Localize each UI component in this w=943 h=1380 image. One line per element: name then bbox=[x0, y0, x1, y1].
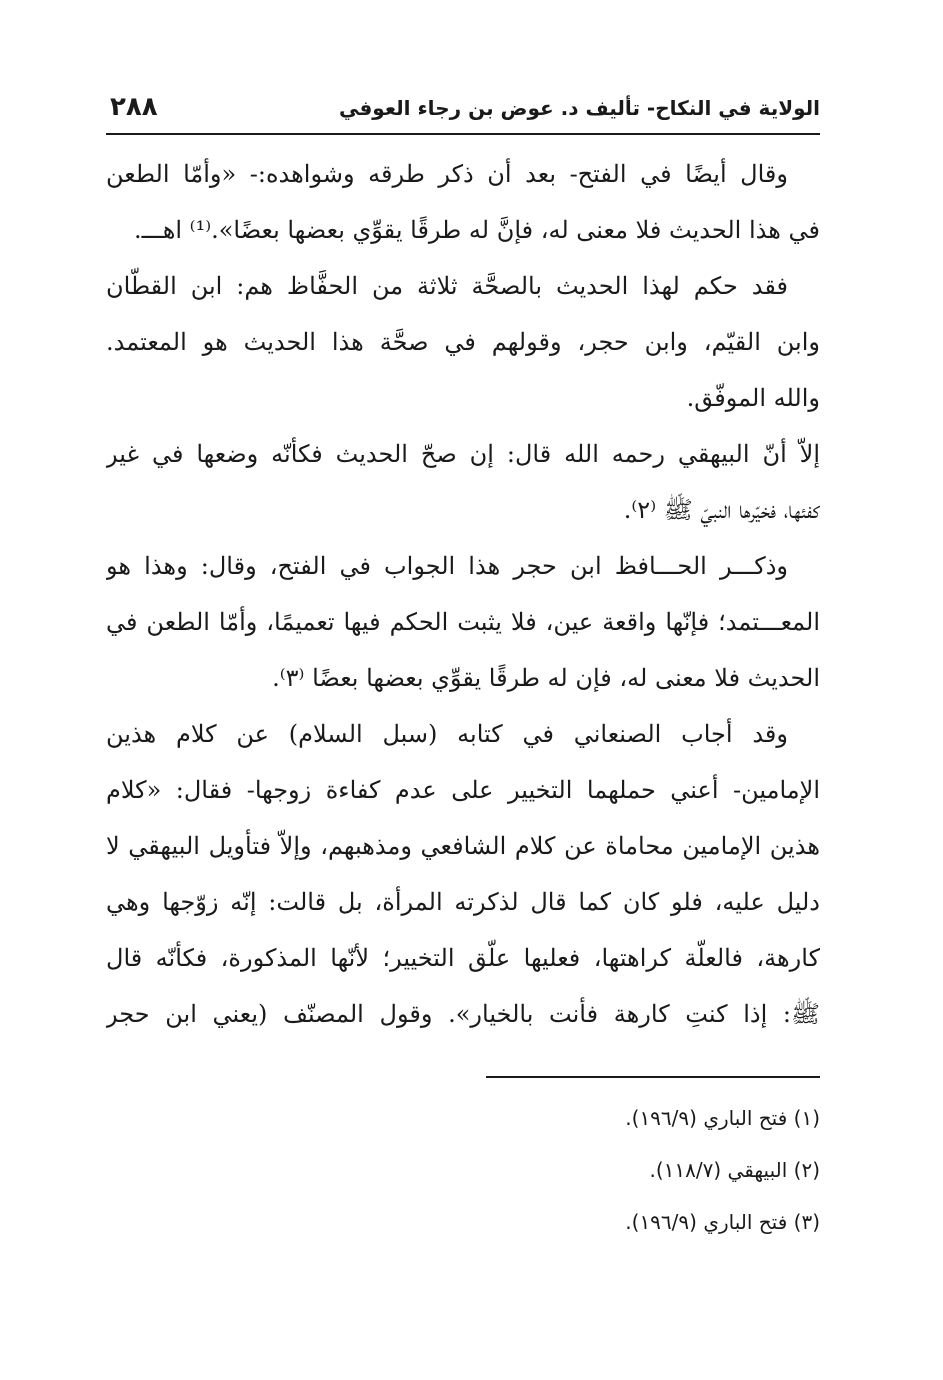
header-title: الولاية في النكاح- تأليف د. عوض بن رجاء العوفي bbox=[338, 96, 820, 120]
text-line: وذكـــر الحـــافظ ابن حجر هذا الجواب في الفتح، وقال: وهذا هو bbox=[106, 552, 788, 580]
body-text bbox=[106, 146, 820, 1042]
text-line: هذين الإمامين محاماة عن كلام الشافعي ومذهبهم، وإلاّ فتأويل البيهقي لا bbox=[106, 832, 820, 860]
footnote-1: (١) فتح الباري (١٩٦/٩). bbox=[625, 1106, 820, 1130]
text-line: وقد أجاب الصنعاني في كتابه (سبل السلام) عن كلام هذين bbox=[106, 720, 788, 748]
text-line: والله الموفّق. bbox=[686, 384, 820, 412]
text-line: إلاّ أنّ البيهقي رحمه الله قال: إن صحّ الحديث فكأنّه وضعها في غير bbox=[106, 440, 820, 468]
footnotes bbox=[106, 1092, 820, 1248]
text-line: دليل عليه، فلو كان كما قال لذكرته المرأة، بل قالت: إنّه زوّجها وهي bbox=[106, 888, 820, 916]
running-header bbox=[106, 92, 820, 132]
text-line: وقال أيضًا في الفتح- بعد أن ذكر طرقه وشواهده:- «وأمّا الطعن bbox=[106, 160, 788, 188]
header-rule bbox=[106, 133, 820, 135]
text-line: ﷺ: إذا كنتِ كارهة فأنت بالخيار». وقول المصنّف (يعني ابن حجر bbox=[106, 1000, 820, 1028]
text-line: الإمامين- أعني حملهما التخيير على عدم كفاءة زوجها- فقال: «كلام bbox=[106, 776, 820, 804]
page-number: ٢٨٨ bbox=[110, 92, 158, 122]
footnote-3: (٣) فتح الباري (١٩٦/٩). bbox=[625, 1210, 820, 1234]
footnote-2: (٢) البيهقي (١١٨/٧). bbox=[649, 1158, 820, 1182]
footnote-rule bbox=[486, 1076, 820, 1078]
text-line: كارهة، فالعلّة كراهتها، فعليها علّق التخيير؛ لأنّها المذكورة، فكأنّه قال bbox=[106, 944, 820, 972]
text-line: الحديث فلا معنى له، فإن له طرقًا يقوِّي بعضها بعضًا ⁽٣⁾. bbox=[272, 664, 820, 692]
text-line: المعـــتمد؛ فإنّها واقعة عين، فلا يثبت الحكم فيها تعميمًا، وأمّا الطعن في bbox=[106, 608, 820, 636]
text-line: كفئها، فخيّرها النبيّ ﷺ ⁽٢⁾. bbox=[623, 496, 820, 524]
text-line: في هذا الحديث فلا معنى له، فإنَّ له طرقًا يقوِّي بعضها بعضًا».⁽¹⁾ اهـــ. bbox=[134, 216, 820, 244]
text-line: وابن القيّم، وابن حجر، وقولهم في صحَّة هذا الحديث هو المعتمد. bbox=[106, 328, 820, 356]
text-line: فقد حكم لهذا الحديث بالصحَّة ثلاثة من الحفَّاظ هم: ابن القطّان bbox=[106, 272, 788, 300]
